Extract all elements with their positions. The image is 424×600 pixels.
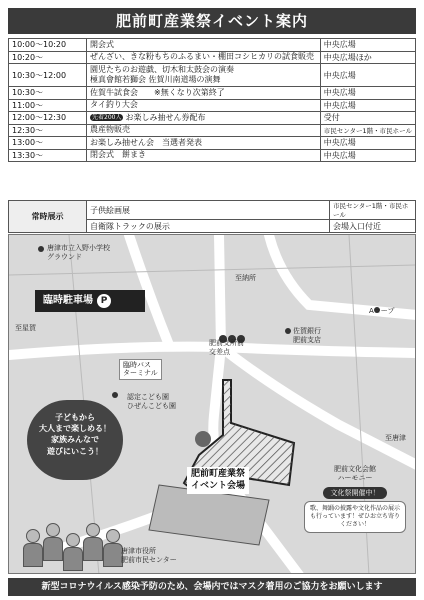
schedule-time: 13:30〜 xyxy=(9,149,87,162)
schedule-location: 市民センター1階・市民ホール xyxy=(320,124,415,137)
pond-icon xyxy=(195,431,211,447)
table-row xyxy=(9,201,416,220)
schedule-event xyxy=(87,64,321,87)
schedule-event-text: タイ釣り大会 xyxy=(90,100,138,110)
permanent-label: 常時展示 xyxy=(9,201,87,233)
schedule-event xyxy=(87,112,321,125)
schedule-time: 10:00〜10:20 xyxy=(9,39,87,52)
table-row xyxy=(9,39,416,52)
promo-bubble: 子どもから 大人まで楽しめる！ 家族みんなで 遊びにいこう！ xyxy=(27,400,123,480)
table-row xyxy=(9,137,416,150)
parking-icon: P xyxy=(97,294,111,308)
temporary-parking xyxy=(35,290,145,312)
schedule-event xyxy=(87,137,321,150)
schedule-location: 中央広場 xyxy=(320,64,415,87)
exhibit-location: 市民センター1階・市民ホール xyxy=(330,201,416,220)
schedule-event xyxy=(87,124,321,137)
to-karatsu-label: 至唐津 xyxy=(385,434,406,442)
table-row xyxy=(9,99,416,112)
schedule-time: 10:20〜 xyxy=(9,51,87,64)
schedule-event-text: 農産物販売 xyxy=(90,125,130,135)
schedule-time: 10:30〜 xyxy=(9,87,87,100)
schedule-time: 11:00〜 xyxy=(9,99,87,112)
venue-map xyxy=(8,234,416,574)
city-office-label: 唐津市役所 肥前市民センター xyxy=(121,547,177,564)
bus-terminal-label: 臨時バス ターミナル xyxy=(119,359,162,380)
schedule-time: 10:30〜12:00 xyxy=(9,64,87,87)
schedule-location: 中央広場 xyxy=(320,39,415,52)
culture-hall-label: 肥前文化会館 ハーモニー xyxy=(334,465,376,483)
schedule-location: 受付 xyxy=(320,112,415,125)
parking-label: 臨時駐車場 xyxy=(43,295,93,306)
schedule-event xyxy=(87,39,321,52)
saga-bank-label: 佐賀銀行 肥前支店 xyxy=(293,327,321,344)
exhibit-location: 会場入口付近 xyxy=(330,220,416,233)
table-row xyxy=(9,64,416,87)
culture-festival-text: 歌、舞踊の披露や文化作品の展示も行っています！ぜひお立ち寄りください！ xyxy=(304,501,406,533)
to-nayaba-label: 至納所 xyxy=(235,274,256,282)
exhibit-event: 自衛隊トラックの展示 xyxy=(87,220,330,233)
first-come-badge: 先着200人 xyxy=(92,113,122,121)
schedule-location: 中央広場 xyxy=(320,99,415,112)
schedule-time: 12:30〜 xyxy=(9,124,87,137)
table-row xyxy=(9,124,416,137)
schedule-event-text: 園児たちのお遊戯、切木和太鼓会の演奏 極真會館若獅会 佐賀川南道場の演舞 xyxy=(90,65,234,84)
table-row xyxy=(9,149,416,162)
schedule-event xyxy=(87,149,321,162)
school-label: 唐津市立入野小学校 グラウンド xyxy=(47,244,110,261)
venue-label: 肥前町産業祭 イベント会場 xyxy=(187,467,249,494)
schedule-event-text: 閉会式 餅まき xyxy=(90,150,146,160)
footer-notice: 新型コロナウイルス感染予防のため、会場内ではマスク着用のご協力をお願いします xyxy=(8,578,416,596)
culture-festival-tag: 文化祭開催中！ xyxy=(323,487,387,499)
schedule-location: 中央広場 xyxy=(320,149,415,162)
schedule-location: 中央広場 xyxy=(320,137,415,150)
schedule-event-text: ぜんざい、きな粉もちのふるまい・棚田コシヒカリの試食販売 xyxy=(90,52,314,62)
exhibit-event: 子供絵画展 xyxy=(87,201,330,220)
page-title: 肥前町産業祭イベント案内 xyxy=(8,8,416,34)
schedule-location: 中央広場 xyxy=(320,87,415,100)
intersection-label: 肥前支所前 交差点 xyxy=(209,339,244,356)
table-row xyxy=(9,112,416,125)
permanent-exhibit-table xyxy=(8,200,416,233)
schedule-event-text: 開会式 xyxy=(90,39,114,49)
kodomoen-label: 認定こども園 ひぜんこども園 xyxy=(127,393,176,410)
schedule-time: 12:00〜12:30 xyxy=(9,112,87,125)
schedule-event xyxy=(87,51,321,64)
schedule-table xyxy=(8,38,416,162)
schedule-event xyxy=(87,87,321,100)
culture-hall-callout xyxy=(304,465,406,533)
a-coop-label: Aコープ xyxy=(369,307,395,315)
schedule-location: 中央広場ほか xyxy=(320,51,415,64)
schedule-event-text: 佐賀牛試食会 ※無くなり次第終了 xyxy=(90,87,225,97)
table-row xyxy=(9,87,416,100)
people-illustration xyxy=(23,503,123,563)
schedule-event-text: お楽しみ抽せん券配布 xyxy=(125,112,206,122)
schedule-event xyxy=(87,99,321,112)
schedule-event-text: お楽しみ抽せん会 当選者発表 xyxy=(90,137,202,147)
schedule-time: 13:00〜 xyxy=(9,137,87,150)
table-row xyxy=(9,51,416,64)
to-hoshika-label: 至星賀 xyxy=(15,324,36,332)
